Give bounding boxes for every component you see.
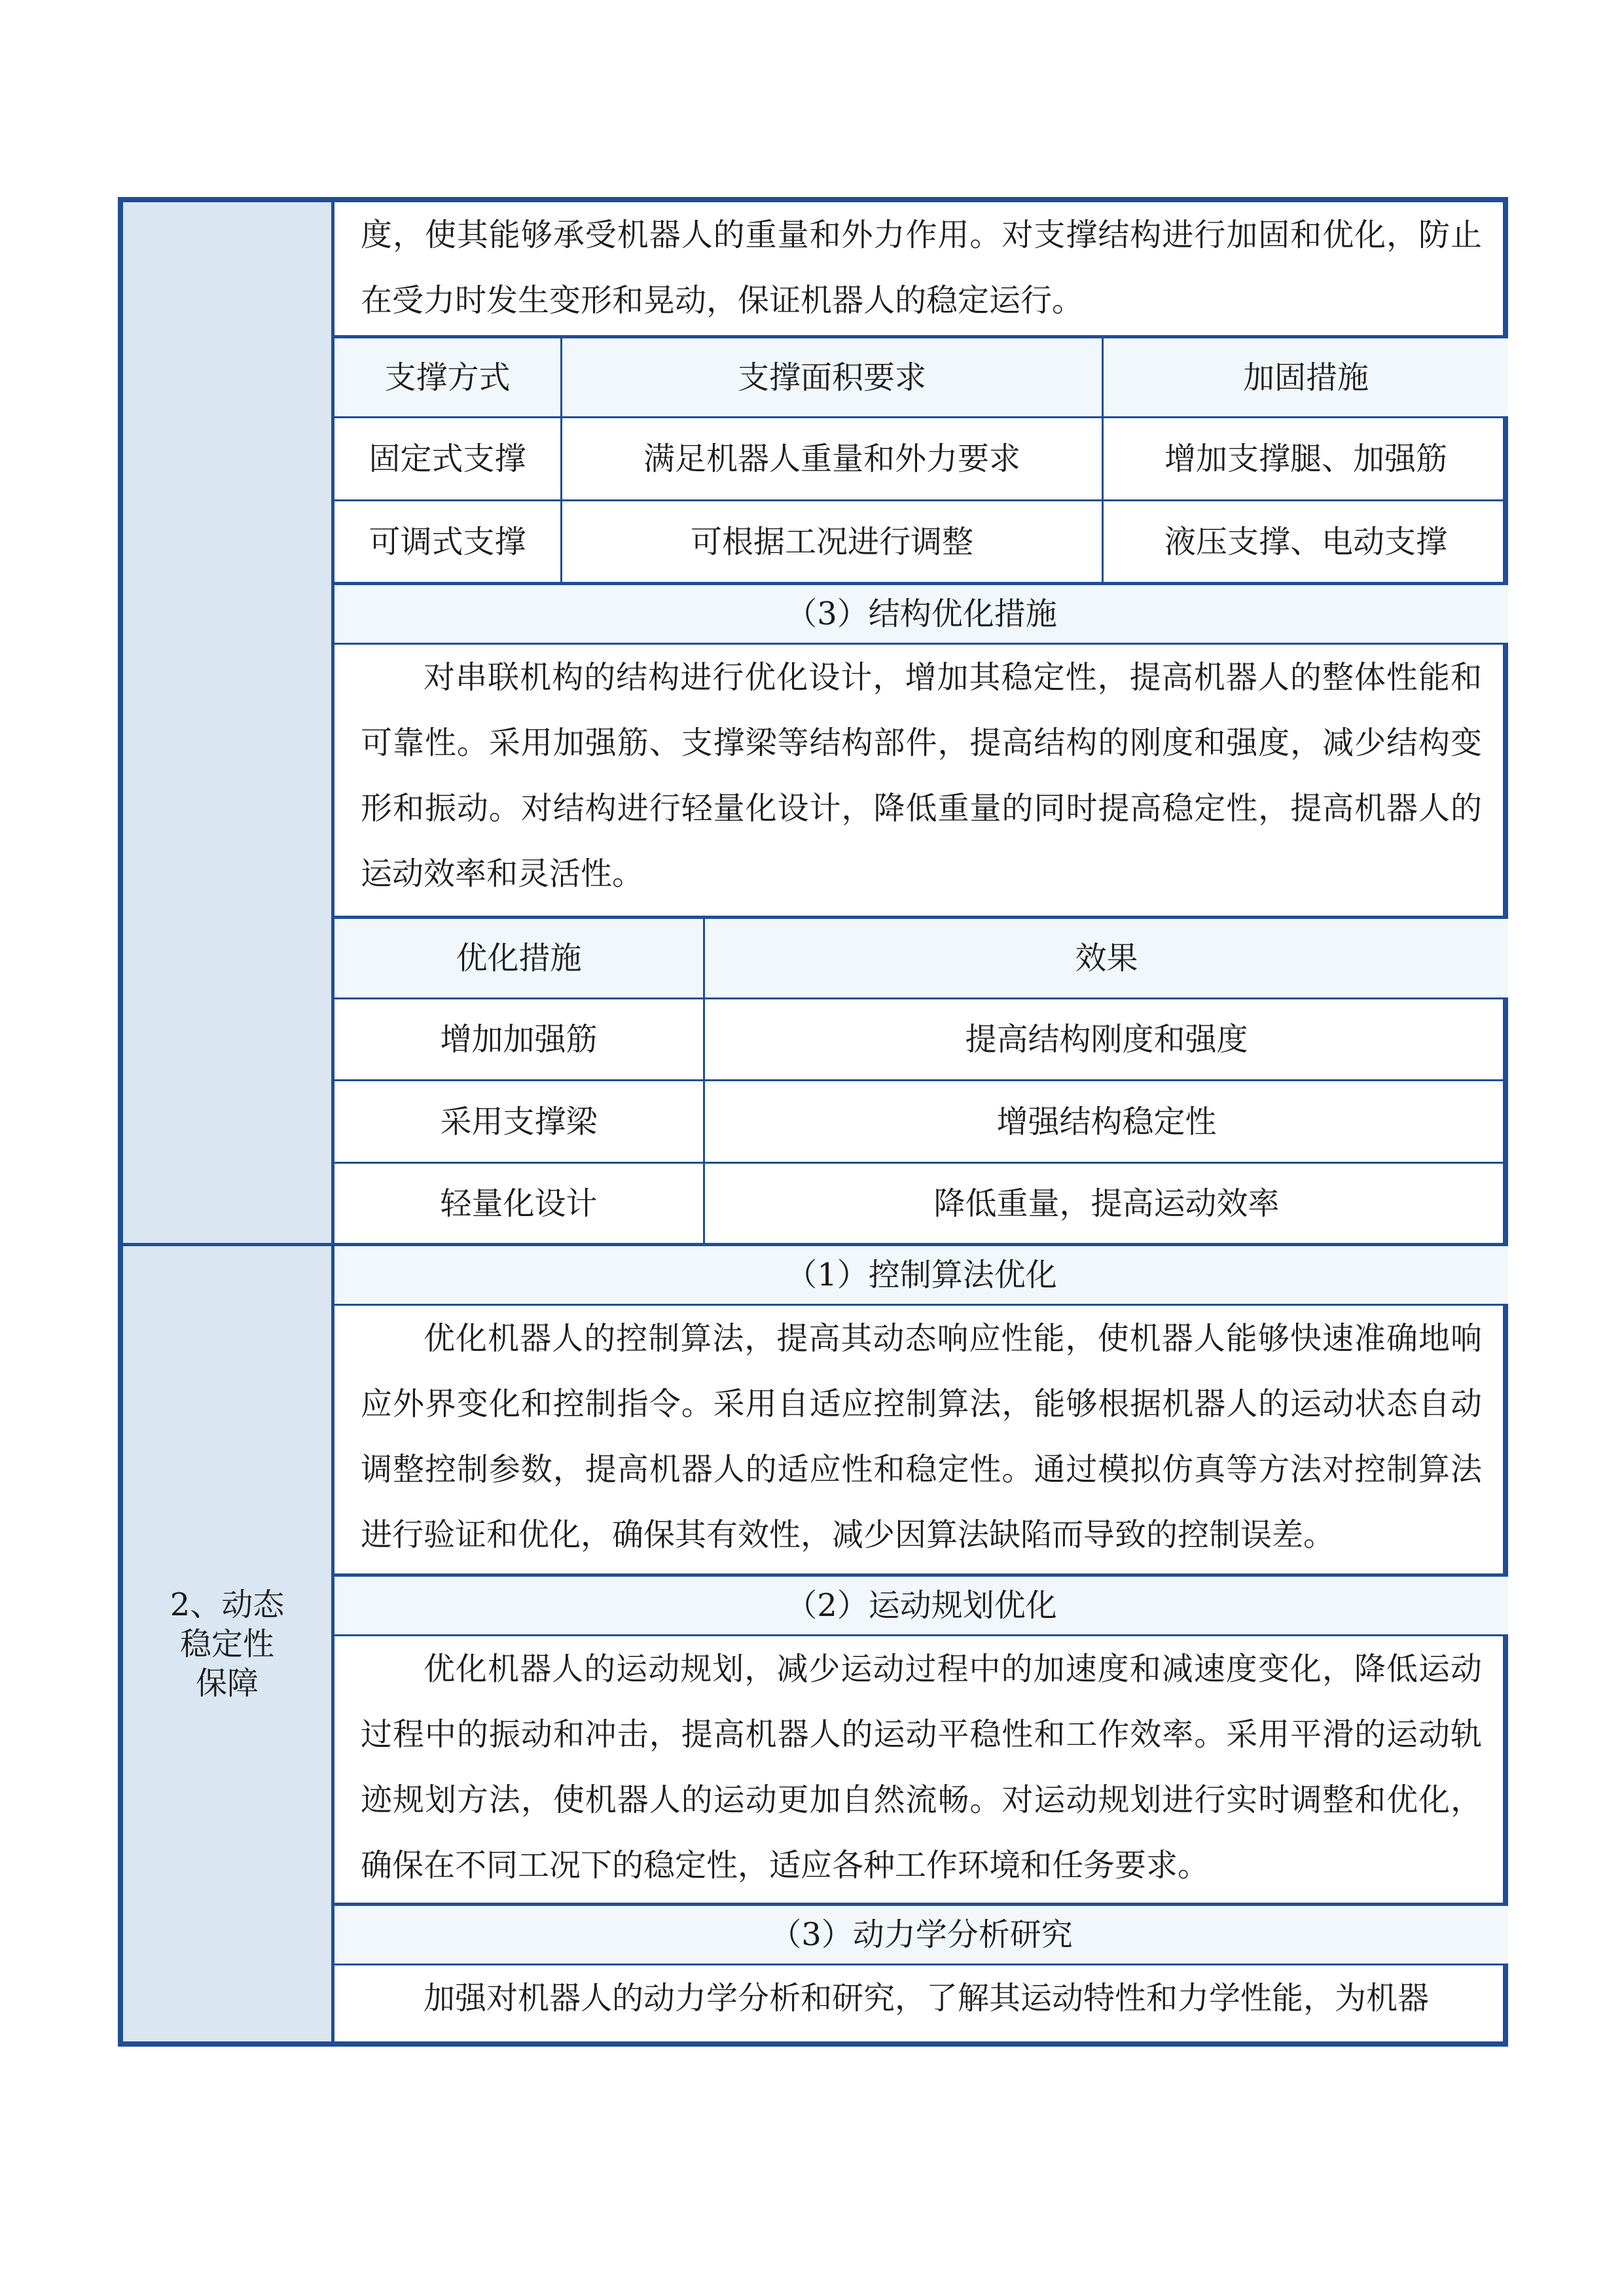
opt-header-measure: 优化措施 <box>456 940 582 977</box>
table-cell: 增加支撑腿、加强筋 <box>1164 440 1447 477</box>
s2-sub1-title: （1）控制算法优化 <box>785 1257 1057 1293</box>
table-cell: 降低重量，提高运动效率 <box>933 1185 1280 1222</box>
section1-intro: 度，使其能够承受机器人的重量和外力作用。对支撑结构进行加固和优化，防止在受力时发生变形和晃动，保证机器人的稳定运行。 <box>361 217 1482 319</box>
sub3-text: 对串联机构的结构进行优化设计，增加其稳定性，提高机器人的整体性能和可靠性。采用加强筋、支撑梁等结构部件，提高结构的刚度和强度，减少结构变形和振动。对结构进行轻量化设计，降低重量的同时提高稳定性，提高机器人的运动效率和灵活性。 <box>361 659 1482 892</box>
support-header-method: 支撑方式 <box>384 359 511 396</box>
table-cell: 轻量化设计 <box>440 1185 598 1222</box>
s2-sub2-text: 优化机器人的运动规划，减少运动过程中的加速度和减速度变化，降低运动过程中的振动和冲击，提高机器人的运动平稳性和工作效率。采用平滑的运动轨迹规划方法，使机器人的运动更加自然流畅。对运动规划进行实时调整和优化，确保在不同工况下的稳定性，适应各种工作环境和任务要求。 <box>361 1651 1482 1884</box>
table-cell: 增加加强筋 <box>440 1021 598 1058</box>
sub3-title: （3）结构优化措施 <box>785 596 1057 632</box>
table-cell: 采用支撑梁 <box>440 1103 598 1140</box>
table-cell: 增强结构稳定性 <box>996 1103 1217 1140</box>
s2-sub1-text: 优化机器人的控制算法，提高其动态响应性能，使机器人能够快速准确地响应外界变化和控制指令。采用自适应控制算法，能够根据机器人的运动状态自动调整控制参数，提高机器人的适应性和稳定性。通过模拟仿真等方法对控制算法进行验证和优化，确保其有效性，减少因算法缺陷而导致的控制误差。 <box>361 1320 1482 1553</box>
table-cell: 满足机器人重量和外力要求 <box>643 440 1020 477</box>
section2-label: 2、动态稳定性保障 <box>170 1586 285 1702</box>
support-header-reinforce: 加固措施 <box>1242 359 1369 396</box>
table-frame <box>118 197 1508 2047</box>
s2-sub3-text: 加强对机器人的动力学分析和研究，了解其运动特性和力学性能，为机器 <box>424 1980 1430 2017</box>
table-cell: 液压支撑、电动支撑 <box>1164 523 1447 560</box>
s2-sub3-title: （3）动力学分析研究 <box>770 1916 1073 1953</box>
opt-header-effect: 效果 <box>1075 940 1138 977</box>
table-cell: 可根据工况进行调整 <box>690 523 973 560</box>
table-cell: 固定式支撑 <box>369 440 526 477</box>
s2-sub2-title: （2）运动规划优化 <box>785 1587 1057 1624</box>
table-cell: 提高结构刚度和强度 <box>965 1021 1248 1058</box>
support-header-area: 支撑面积要求 <box>737 359 926 396</box>
table-cell: 可调式支撑 <box>369 523 526 560</box>
